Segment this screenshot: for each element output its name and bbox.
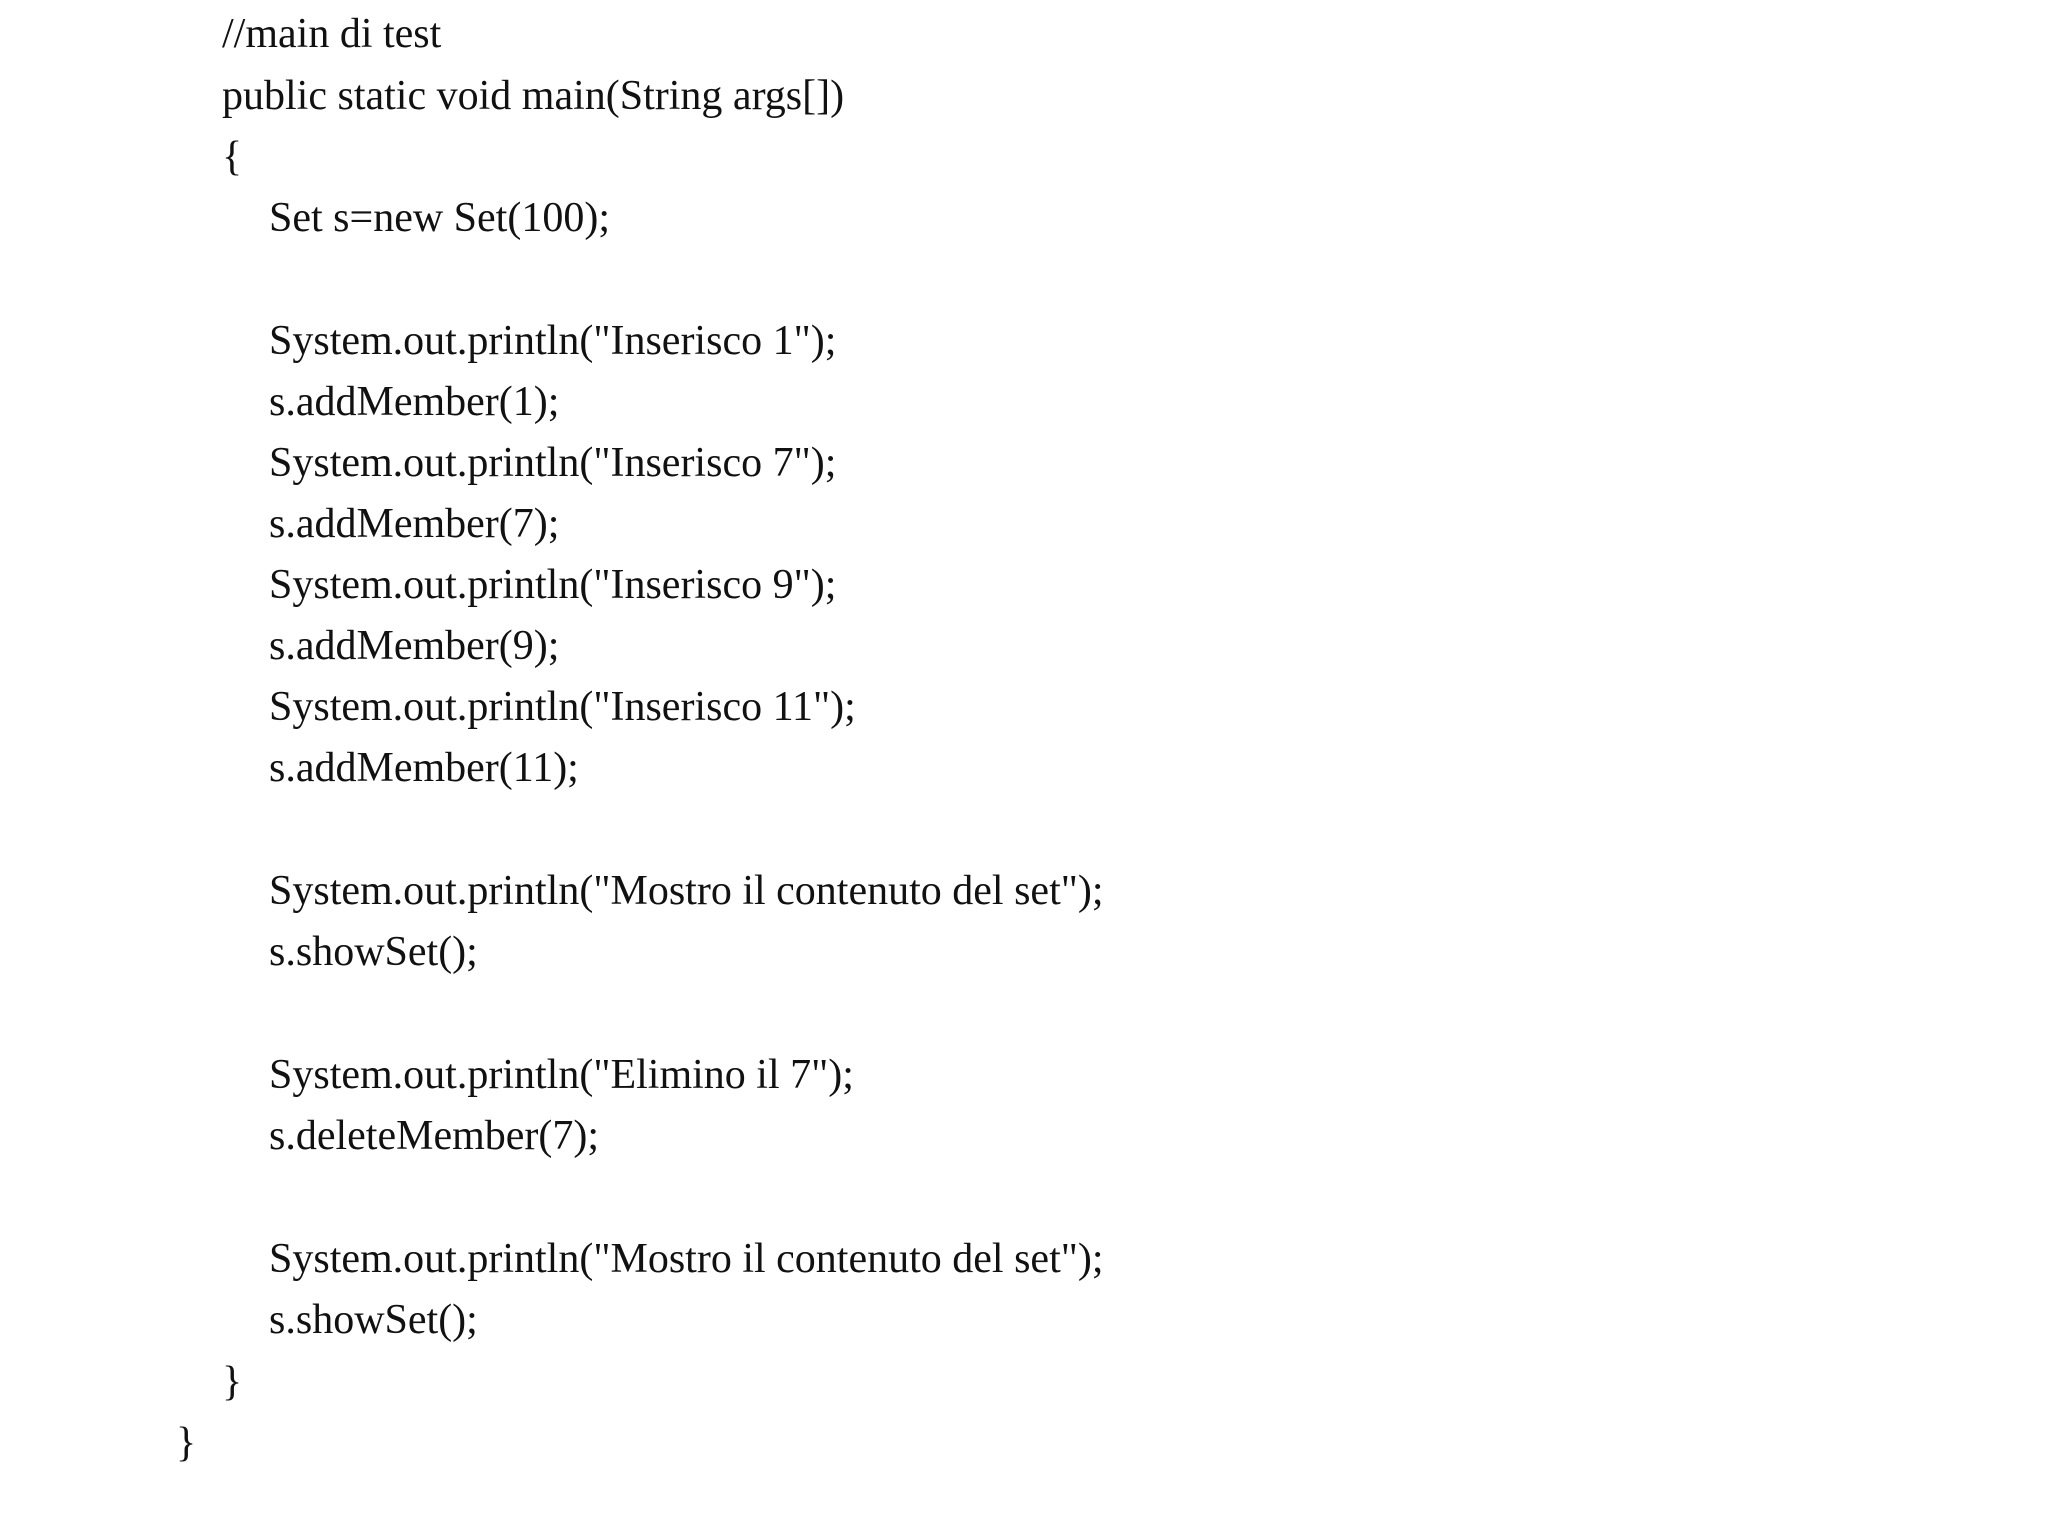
code-line: System.out.println("Elimino il 7"); <box>269 1052 854 1098</box>
code-line: s.addMember(1); <box>269 379 560 425</box>
code-line: System.out.println("Mostro il contenuto del set"); <box>269 868 1104 914</box>
code-line-close-brace: } <box>176 1420 197 1466</box>
code-line: System.out.println("Inserisco 9"); <box>269 562 837 608</box>
code-line: s.showSet(); <box>269 1297 478 1343</box>
code-line: s.showSet(); <box>269 929 478 975</box>
code-line: s.addMember(7); <box>269 501 560 547</box>
code-line: System.out.println("Mostro il contenuto del set"); <box>269 1236 1104 1282</box>
code-line-comment: //main di test <box>222 11 442 57</box>
code-line: s.deleteMember(7); <box>269 1113 600 1159</box>
code-line-main-signature: public static void main(String args[]) <box>222 73 845 119</box>
code-line-close-brace: } <box>222 1359 243 1405</box>
code-line: System.out.println("Inserisco 11"); <box>269 684 856 730</box>
code-line-open-brace: { <box>222 134 243 180</box>
code-line: s.addMember(11); <box>269 745 579 791</box>
code-line: System.out.println("Inserisco 1"); <box>269 318 837 364</box>
code-line: System.out.println("Inserisco 7"); <box>269 440 837 486</box>
code-line: Set s=new Set(100); <box>269 195 610 241</box>
code-line: s.addMember(9); <box>269 623 560 669</box>
